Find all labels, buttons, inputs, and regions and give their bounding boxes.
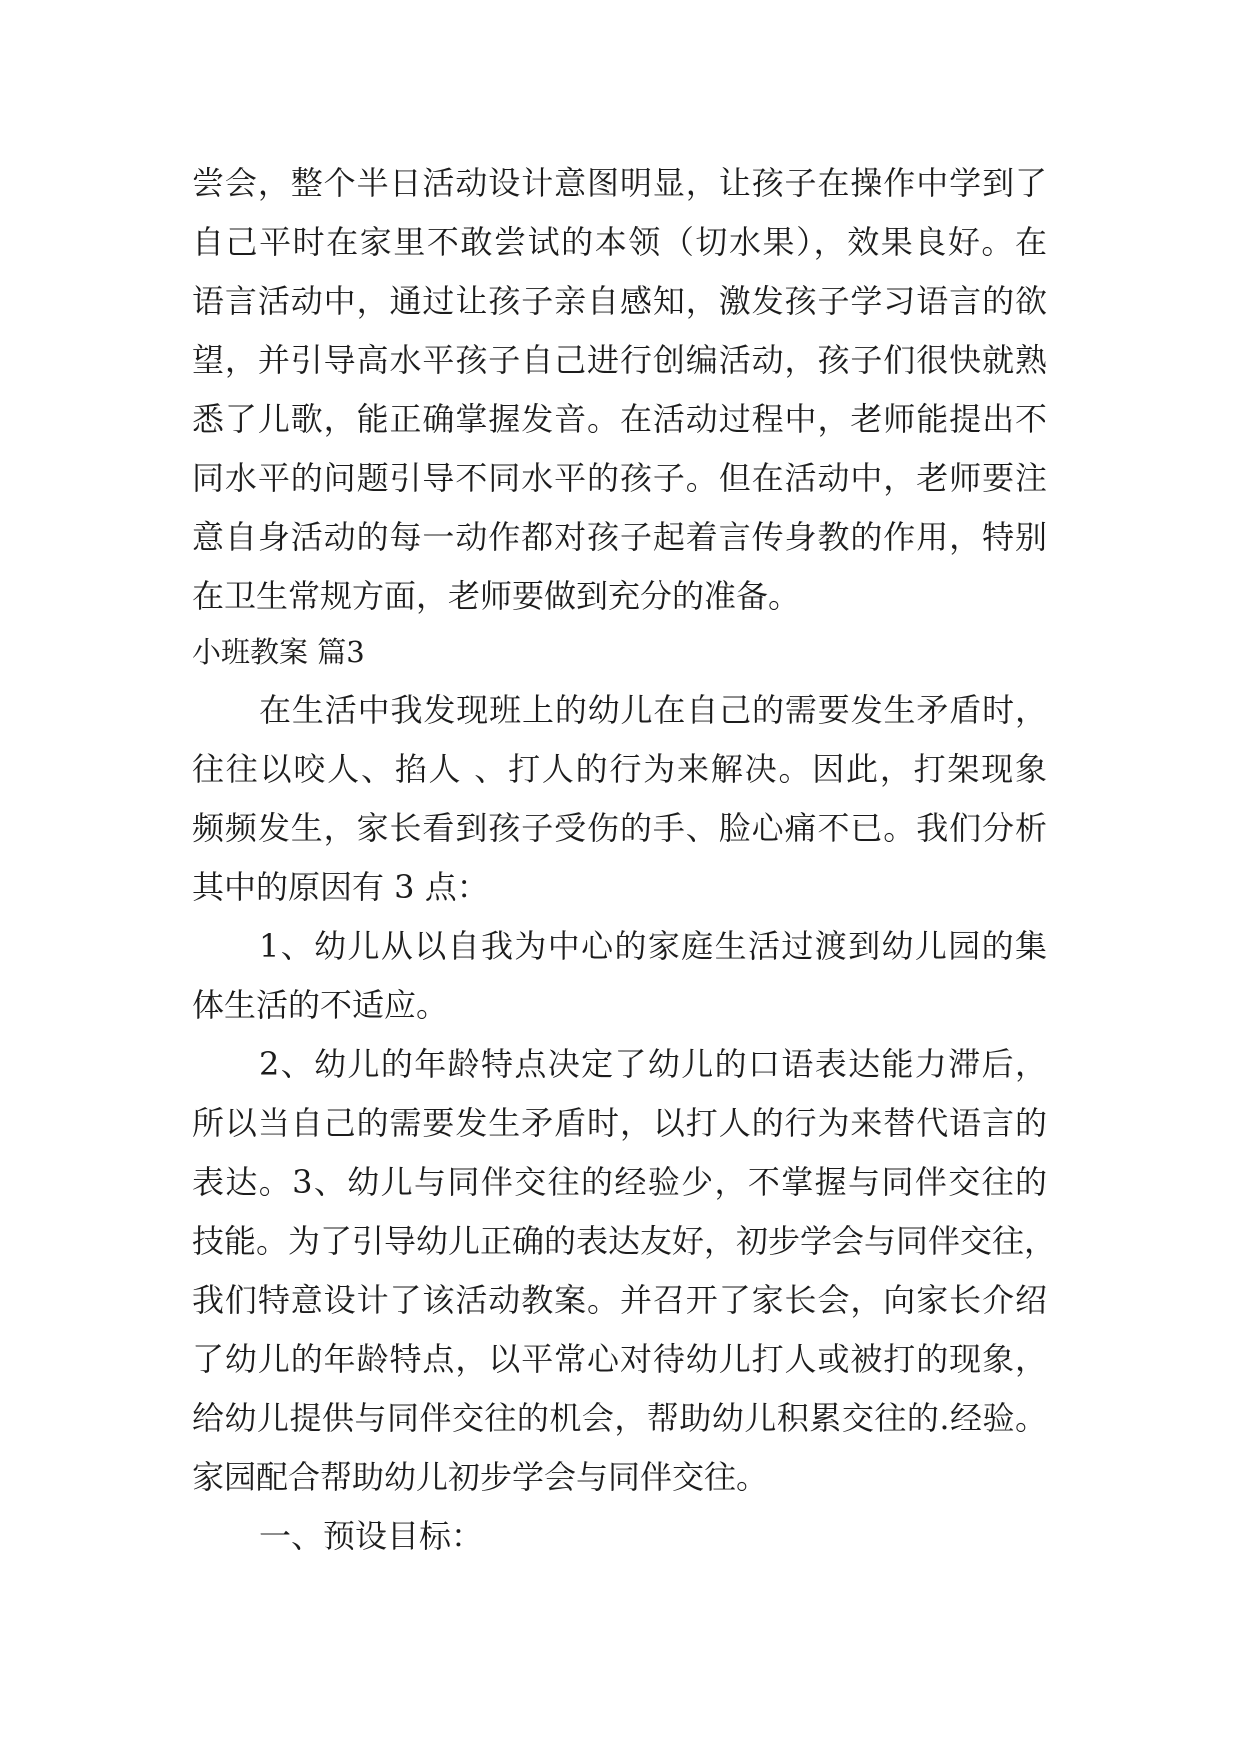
text-line: 家园配合帮助幼儿初步学会与同伴交往。 (192, 1458, 769, 1496)
text-line: 2、幼儿的年龄特点决定了幼儿的口语表达能力滞后， (259, 1045, 1047, 1083)
text-line: 同水平的问题引导不同水平的孩子。但在活动中，老师要注 (192, 459, 1047, 497)
text-line: 在卫生常规方面，老师要做到充分的准备。 (192, 577, 801, 615)
text-line: 一、预设目标： (259, 1517, 484, 1555)
text-line: 往往以咬人、掐人 、打人的行为来解决。因此，打架现象 (192, 750, 1047, 788)
text-line: 其中的原因有 3 点： (192, 868, 489, 906)
text-line: 了幼儿的年龄特点，以平常心对待幼儿打人或被打的现象， (192, 1340, 1047, 1378)
text-line: 1、幼儿从以自我为中心的家庭生活过渡到幼儿园的集 (259, 927, 1047, 965)
text-line: 体生活的不适应。 (192, 986, 449, 1024)
text-line: 技能。为了引导幼儿正确的表达友好，初步学会与同伴交往， (192, 1222, 1057, 1260)
text-line: 语言活动中，通过让孩子亲自感知，激发孩子学习语言的欲 (192, 282, 1047, 320)
text-line: 在生活中我发现班上的幼儿在自己的需要发生矛盾时， (259, 691, 1047, 729)
text-line: 悉了儿歌，能正确掌握发音。在活动过程中，老师能提出不 (192, 400, 1047, 438)
text-line: 意自身活动的每一动作都对孩子起着言传身教的作用，特别 (192, 518, 1047, 556)
text-line: 表达。3、幼儿与同伴交往的经验少，不掌握与同伴交往的 (192, 1163, 1047, 1201)
text-line: 望，并引导高水平孩子自己进行创编活动，孩子们很快就熟 (192, 341, 1047, 379)
text-line: 尝会，整个半日活动设计意图明显，让孩子在操作中学到了 (192, 164, 1047, 202)
text-line: 给幼儿提供与同伴交往的机会，帮助幼儿积累交往的.经验。 (192, 1399, 1047, 1437)
text-line: 自己平时在家里不敢尝试的本领（切水果），效果良好。在 (192, 223, 1047, 261)
text-line: 所以当自己的需要发生矛盾时，以打人的行为来替代语言的 (192, 1104, 1047, 1142)
text-line: 频频发生，家长看到孩子受伤的手、脸心痛不已。我们分析 (192, 809, 1047, 847)
section-heading: 小班教案 篇3 (192, 635, 365, 669)
text-line: 我们特意设计了该活动教案。并召开了家长会，向家长介绍 (192, 1281, 1047, 1319)
